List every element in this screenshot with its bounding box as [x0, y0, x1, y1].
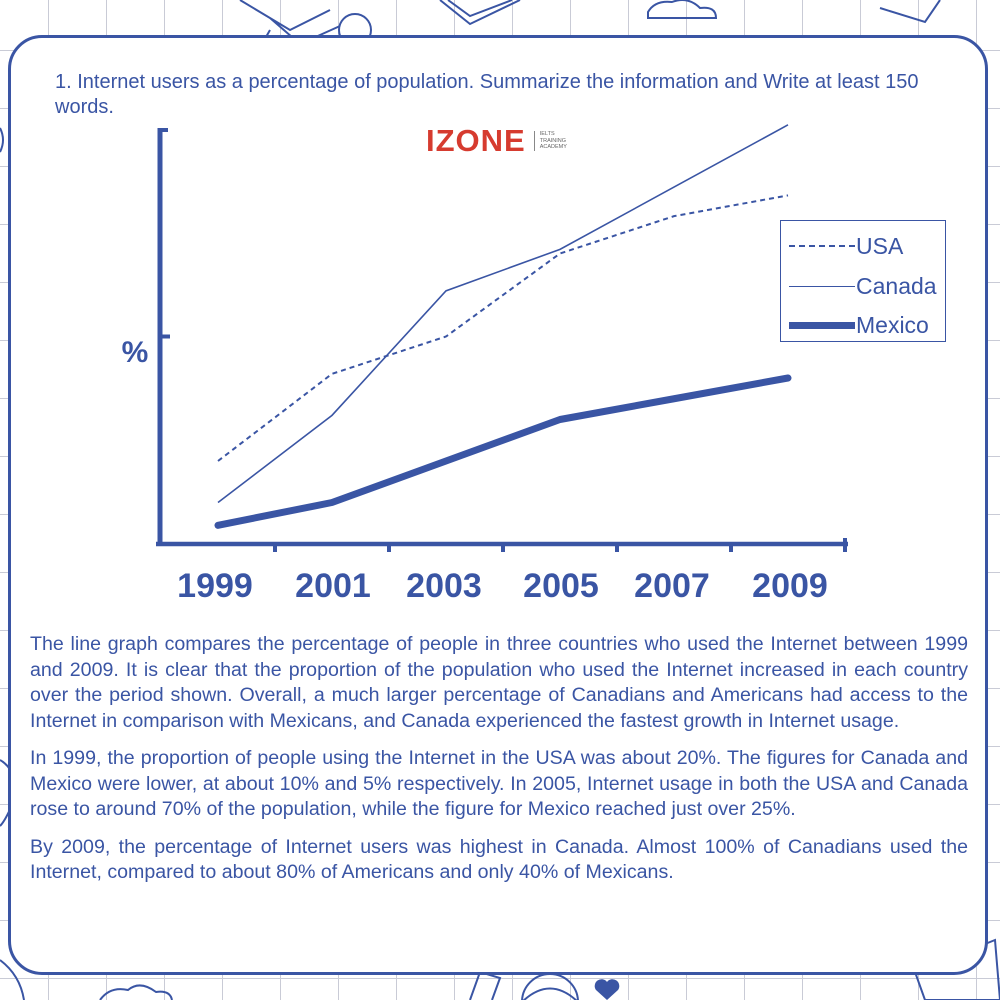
legend-swatch-mexico [789, 322, 855, 329]
x-tick-label: 2003 [406, 567, 482, 605]
legend-item-canada [789, 271, 937, 301]
legend-label-canada: Canada [856, 272, 937, 299]
legend-swatch-canada [789, 286, 855, 287]
cloud-icon [100, 985, 172, 1000]
model-answer [30, 632, 968, 898]
x-tick-label: 2005 [523, 567, 599, 605]
question-prompt: 1. Internet users as a percentage of population. Summarize the information and Write at least 150 words. [55, 71, 919, 118]
x-tick-label: 1999 [177, 567, 253, 605]
x-tick-label: 2007 [634, 567, 710, 605]
y-axis-label: % [121, 336, 149, 369]
legend-label-usa: USA [856, 232, 904, 259]
legend-swatch-usa [789, 245, 855, 247]
logo-wordmark: IZONE [426, 123, 526, 158]
heart-icon [595, 979, 620, 1000]
logo-tagline: IELTS TRAINING ACADEMY [534, 131, 574, 151]
x-tick-label: 2009 [752, 567, 828, 605]
ruler-icon [470, 972, 500, 1000]
globe-icon [522, 974, 578, 1000]
series-line-mexico [218, 378, 788, 525]
essay-paragraph: The line graph compares the percentage of people in three countries who used the Internet between 1999 and 2009. It is clear that the proportion of the population who used the Internet increased in each country over the period shown. Overall, a much larger percentage of Canadians and Americans had access to the Internet in comparison with Mexicans, and Canada experienced the fastest growth in Internet usage. [30, 633, 968, 732]
essay-paragraph: By 2009, the percentage of Internet users was highest in Canada. Almost 100% of Canadians used the Internet, compared to about 80% of Americans and only 40% of Mexicans. [30, 835, 968, 883]
x-tick-label: 2001 [295, 567, 371, 605]
series-line-usa [218, 195, 788, 461]
legend-item-mexico [789, 310, 929, 340]
series-line-canada [218, 125, 788, 503]
legend-item-usa [789, 231, 903, 261]
chart-legend [780, 220, 946, 342]
legend-label-mexico: Mexico [856, 311, 929, 338]
essay-paragraph: In 1999, the proportion of people using the Internet in the USA was about 20%. The figures for Canada and Mexico were lower, at about 10% and 5% respectively. In 2005, Internet usage in both the USA and Canada rose to around 70% of the population, while the figure for Mexico reached just over 25%. [30, 747, 968, 820]
